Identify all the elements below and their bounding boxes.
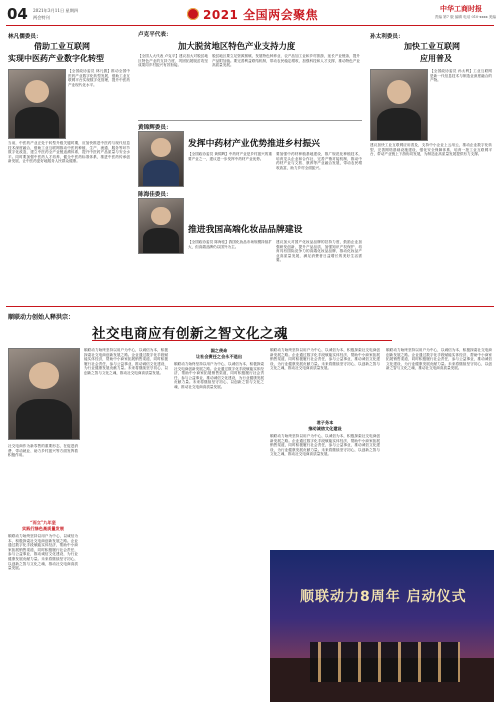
stage-people [310, 642, 460, 682]
a4-body: 要加强中药材种植基地建设，推广规范化种植技术，培育龙头企业和合作社，完善产销对接机制，推动中药材产业与文旅、康养等产业融合发展，带动农民增收致富，助力乡村全面振兴。 [276, 152, 362, 170]
a1-lead: 【全国政协委员 林凡儒】推动全国中医药产业数字化转型发展，借助工业互联网平台实现数字化管理，提升中医药产业现代化水平。 [68, 69, 130, 87]
feature-body-col5: 顺联动力始终坚持以用户为中心，以诚信为本，积极探索社交电商创新发展之路。企业通过数字化手段赋能实体经济，帮助中小商家拓展销售渠道，同时积极履行社会责任，参与公益事业，推动诚信文化建设，为行业健康发展贡献力量。未来将继续坚守初心，以创新之智与文化之魂，推动社交电商高质量发展。 [386, 348, 492, 371]
a3-portrait-photo [370, 69, 428, 141]
issue-date: 2021年3月11日 星期四 [33, 8, 79, 13]
feature-body-col2: 顺联动力始终坚持以用户为中心，以诚信为本，积极探索社交电商创新发展之路。企业通过数字化手段赋能实体经济，帮助中小商家拓展销售渠道，同时积极履行社会责任，参与公益事业，推动诚信文化建设，为行业健康发展贡献力量。未来将继续坚守初心，以创新之智与文化之魂，推动社交电商高质量发展。 [84, 348, 168, 375]
a3-lead: 【全国政协委员 孙太利】工业互联网是新一代信息技术与制造业深度融合的产物。 [430, 69, 492, 83]
a1-speaker: 林凡儒委员： [8, 34, 42, 40]
feature-subhead-1: “而立”九年坚 实践行绿色高质量发展 [22, 520, 64, 531]
feature-subhead-3: 君子务本 推动诚信文化建设 [308, 420, 342, 431]
page-number: 04 [7, 5, 28, 23]
a1-body: 当前，中医药产业正处于转型升级关键时期，应加快推进中医药与现代信息技术深度融合，借助工业互联网推动中医药种植、生产、流通、服务等环节数字化改造，建立中医药全产业链追溯体系，提升中医药产品质量与安全水平。同时要加强中医药人才培养，健全中医药标准体系，推进中医药传承创新发展，让中医药更好地服务人民群众健康。 [8, 141, 130, 164]
contact-line: 责编 第7 版 编辑 电话 010-xxxx 美编 [434, 15, 496, 19]
feature-event-photo [270, 550, 494, 702]
divider [138, 120, 362, 121]
event-photo-caption: 顺联动力8周年 启动仪式 [300, 589, 467, 605]
feature-title-rule [92, 340, 392, 341]
a4-speaker: 黄锦辉委员： [138, 125, 172, 131]
feature-lead: 社交电商作为新零售的重要形态，在促进消费、带动就业、助力乡村振兴等方面发挥着积极作用。 [8, 444, 78, 458]
feature-subhead-2: 国之使命 让社会责任之会永不退出 [195, 348, 243, 359]
section-rule [6, 306, 494, 307]
a2-title: 加大脱贫地区特色产业支持力度 [178, 41, 296, 51]
a5-lead: 【全国政协委员 陈海佳】我国化妆品市场规模持续扩大，但高端品牌仍以国外为主。 [188, 240, 272, 249]
masthead-name: 中华工商时报 [440, 4, 482, 13]
banner-title: 2021 全国两会聚焦 [203, 8, 319, 22]
a5-portrait-photo [138, 198, 184, 254]
a3-body: 建议加快工业互联网应用普及，支持中小企业上云用云，推动企业数字化转型，完善网络基础设施建设，强化安全保障体系，培育一批工业互联网平台，带动产业链上下游协同发展，为制造业高质量发展提供有力支撑。 [370, 143, 492, 157]
feature-kicker: 顺联动力创始人释洪宗： [8, 314, 75, 321]
edition-label: 两会特刊 [33, 15, 50, 20]
a5-title: 推进我国高端化妆品品牌建设 [188, 225, 303, 235]
feature-body-col4: 顺联动力始终坚持以用户为中心，以诚信为本，积极探索社交电商创新发展之路。企业通过数字化手段赋能实体经济，帮助中小商家拓展销售渠道，同时积极履行社会责任，参与公益事业，推动诚信文化建设，为行业健康发展贡献力量。未来将继续坚守初心，以创新之智与文化之魂，推动社交电商高质量发展。 [270, 348, 380, 371]
a3-title-line1: 加快工业互联网 [404, 41, 460, 51]
header-rule [6, 25, 494, 26]
a4-title: 发挥中药材产业优势推进乡村振兴 [188, 139, 320, 149]
feature-body-col1: 顺联动力始终坚持以用户为中心，以诚信为本，积极探索社交电商创新发展之路。企业通过数字化手段赋能实体经济，帮助中小商家拓展销售渠道，同时积极履行社会责任，参与公益事业，推动诚信文化建设，为行业健康发展贡献力量。未来将继续坚守初心，以创新之智与文化之魂，推动社交电商高质量发展。 [8, 534, 78, 571]
a1-portrait-photo [8, 69, 66, 139]
a1-title-line2: 实现中医药产业数字化转型 [8, 53, 104, 63]
a5-speaker: 陈海佳委员： [138, 192, 172, 198]
banner-emblem-icon [187, 8, 199, 20]
feature-body-col4b: 顺联动力始终坚持以用户为中心，以诚信为本，积极探索社交电商创新发展之路。企业通过数字化手段赋能实体经济，帮助中小商家拓展销售渠道，同时积极履行社会责任，参与公益事业，推动诚信文化建设，为行业健康发展贡献力量。未来将继续坚守初心，以创新之智与文化之魂，推动社交电商高质量发展。 [270, 434, 380, 457]
a3-speaker: 孙太利委员： [370, 34, 404, 40]
a1-title-line1: 借助工业互联网 [34, 41, 90, 51]
a3-title-line2: 应用普及 [420, 53, 452, 63]
a2-lead: 【全国人大代表 卢克平】建议加大对脱贫地区特色产业的支持力度，巩固拓展脱贫攻坚成果同乡村振兴有效衔接。 [138, 54, 208, 68]
a4-lead: 【全国政协委员 黄锦辉】中药材产业是乡村振兴的重要产业之一，建议进一步发挥中药材产业优势。 [188, 152, 272, 161]
a4-portrait-photo [138, 131, 184, 187]
feature-body-col3: 顺联动力始终坚持以用户为中心，以诚信为本，积极探索社交电商创新发展之路。企业通过数字化手段赋能实体经济，帮助中小商家拓展销售渠道，同时积极履行社会责任，参与公益事业，推动诚信文化建设，为行业健康发展贡献力量。未来将继续坚守初心，以创新之智与文化之魂，推动社交电商高质量发展。 [174, 362, 264, 389]
a2-speaker: 卢克平代表： [138, 32, 172, 38]
feature-title: 社交电商应有创新之智文化之魂 [92, 326, 288, 342]
a2-body: 脱贫地区要立足资源禀赋，发展特色种养业、农产品加工业和乡村旅游，延长产业链条，提升产品附加值。要完善利益联结机制，带动农民稳定增收，加强科技和人才支撑，推动特色产业高质量发展。 [212, 54, 360, 68]
feature-portrait-photo [8, 348, 80, 440]
a5-body: 建议加大对国产化妆品品牌的扶持力度，鼓励企业加强研发创新，提升产品品质，加强知识产权保护，培育具有国际竞争力的高端化妆品品牌，推动化妆品产业高质量发展，满足消费者日益增长的美好生活需要。 [276, 240, 362, 263]
